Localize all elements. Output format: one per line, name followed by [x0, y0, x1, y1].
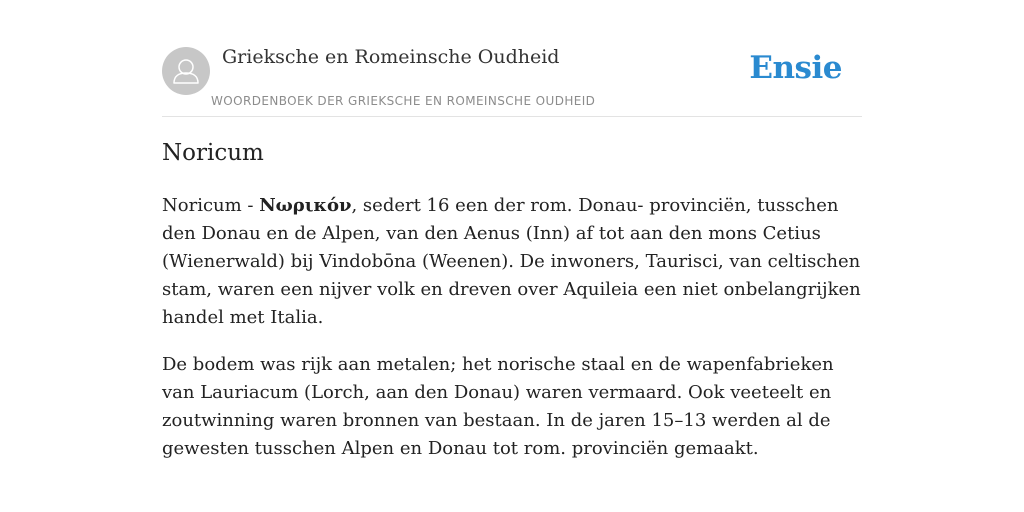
source-subtitle: WOORDENBOEK DER GRIEKSCHE EN ROMEINSCHE OUDHEID — [211, 94, 596, 108]
ensie-logo[interactable]: Ensie — [749, 50, 842, 86]
paragraph-2: De bodem was rijk aan metalen; het norische staal en de wapenfabrieken van Lauriacum (Lorch, aan den Donau) waren vermaard. Ook veeteelt en zoutwinning waren bronnen van bestaan. In de jaren 15–13 werden al de gewesten tusschen Alpen en Donau tot rom. provinciën gemaakt. — [162, 354, 834, 459]
entry-title: Noricum — [162, 140, 264, 166]
source-header — [162, 0, 862, 117]
source-title-link[interactable]: Grieksche en Romeinsche Oudheid — [222, 46, 560, 68]
paragraph-1 — [162, 192, 862, 332]
user-silhouette-icon — [162, 47, 210, 95]
page — [162, 0, 862, 512]
source-avatar[interactable] — [162, 47, 210, 95]
entry-body — [162, 192, 862, 482]
greek-term: Νωρικόν — [259, 195, 352, 216]
paragraph-1-lead: Noricum - — [162, 195, 260, 216]
paragraph-1-rest: , sedert 16 een der rom. Donau- provinciën, tusschen den Donau en de Alpen, van den Aenus (Inn) af tot aan den mons Cetius (Wienerwald) bij Vindobōna (Weenen). De inwoners, Taurisci, van celtischen stam, waren een nijver volk en dreven over Aquileia een niet onbelangrijken handel met Italia. — [162, 195, 861, 328]
